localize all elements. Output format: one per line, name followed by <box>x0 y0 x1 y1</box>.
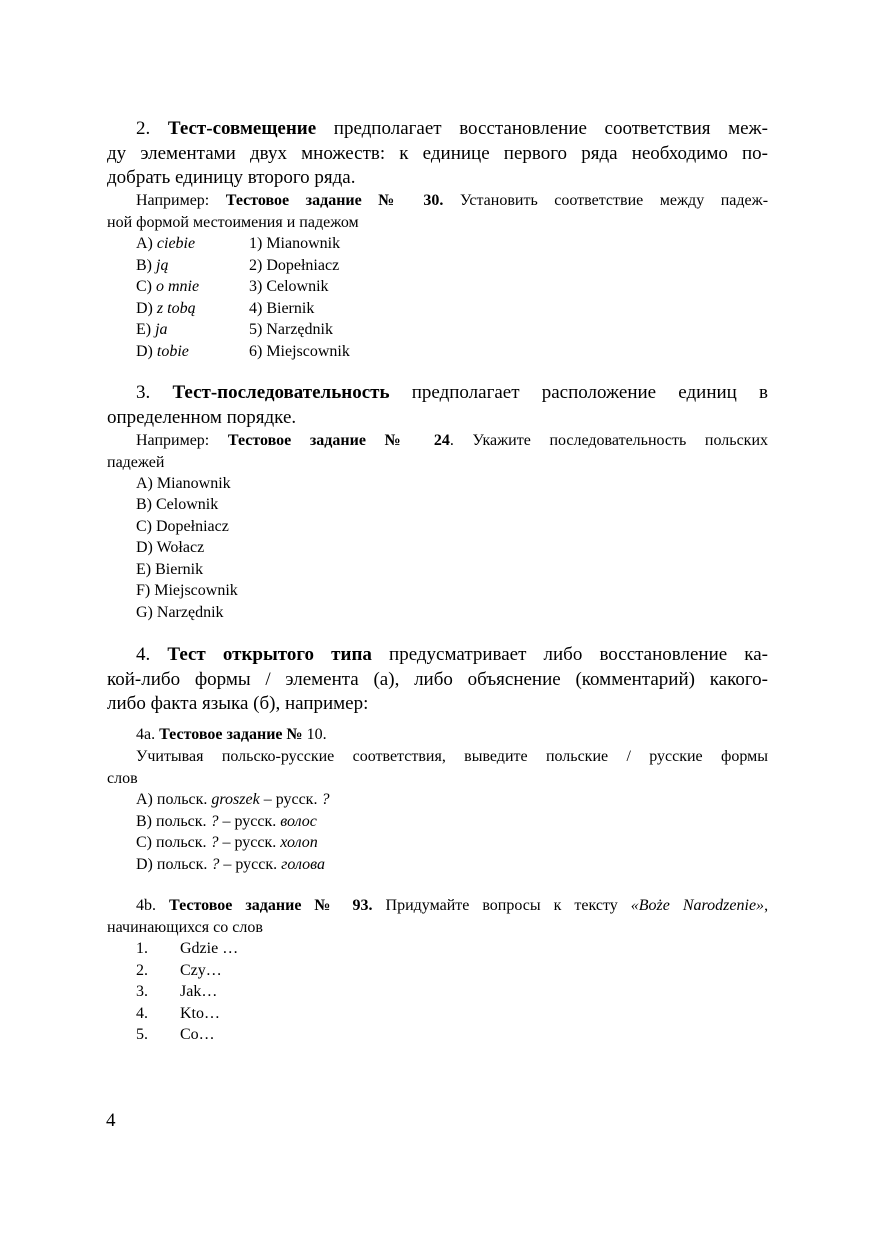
task-4a-heading: 4a. Тестовое задание № 10. <box>136 726 327 743</box>
list-item: C) польск. ? – русск. холоп <box>136 834 318 851</box>
section-2-example: Например: Тестовое задание № 30. Установить соответствие между падеж- ной формой местоимения и падежом <box>107 192 769 231</box>
list-item: D) z tobą <box>136 300 196 317</box>
list-item: C) Dopełniacz <box>136 518 229 535</box>
section-3-example: Например: Тестовое задание № 24. Укажите последовательность польских падежей <box>107 432 769 471</box>
list-item: F) Miejscownik <box>136 582 238 599</box>
list-item: 5) Narzędnik <box>249 321 333 338</box>
list-item: G) Narzędnik <box>136 604 224 621</box>
list-item: E) Biernik <box>136 561 204 578</box>
list-item: D) польск. ? – русск. голова <box>136 856 326 873</box>
term-sequence: Тест-последовательность <box>172 382 390 403</box>
task-4a-instruction: Учитывая польско-русские соответствия, выведите польские / русские формы слов <box>107 748 768 787</box>
list-item: 1) Mianownik <box>249 235 341 252</box>
list-item: Czy… <box>180 962 222 979</box>
list-item: 2) Dopełniacz <box>249 257 340 274</box>
list-item: Gdzie … <box>180 940 239 957</box>
list-item: A) Mianownik <box>136 475 231 492</box>
list-item: Jak… <box>180 983 218 1000</box>
term-open-type: Тест открытого типа <box>167 644 372 665</box>
section-4-paragraph: 4. Тест открытого типа предусматривает либо восстановление ка- кой-либо формы / элемента (а), либо объяснение (комментарий) какого- либо факта языка (б), например: <box>107 644 769 714</box>
page-number: 4 <box>106 1110 116 1131</box>
list-item: B) ją <box>136 257 169 274</box>
list-item: 4) Biernik <box>249 300 315 317</box>
list-item: A) польск. groszek – русск. ? <box>136 791 330 808</box>
section-3-paragraph: 3. Тест-последовательность предполагает расположение единиц в определенном порядке. <box>107 382 769 428</box>
list-item: B) польск. ? – русск. волос <box>136 813 317 830</box>
list-item: Kto… <box>180 1005 220 1022</box>
section-2-paragraph: 2. Тест-совмещение предполагает восстановление соответствия меж- ду элементами двух множеств: к единице первого ряда необходимо по- добрать единицу второго ряда. <box>107 118 769 188</box>
list-item-number: 2. <box>136 962 148 979</box>
term-matching: Тест-совмещение <box>167 118 317 139</box>
list-item: C) o mnie <box>136 278 200 295</box>
list-item-number: 5. <box>136 1026 148 1043</box>
list-item: D) tobie <box>136 343 189 360</box>
task-4b-paragraph: 4b. Тестовое задание № 93. Придумайте вопросы к тексту «Boże Narodzenie», начинающихся со слов <box>107 897 769 936</box>
list-item: 3) Celownik <box>249 278 329 295</box>
list-item-number: 4. <box>136 1005 148 1022</box>
list-item: E) ja <box>136 321 168 338</box>
list-item: B) Celownik <box>136 496 219 513</box>
list-item: A) ciebie <box>136 235 196 252</box>
list-item: Co… <box>180 1026 215 1043</box>
list-item: D) Wołacz <box>136 539 205 556</box>
list-item: 6) Miejscownik <box>249 343 350 360</box>
list-item-number: 1. <box>136 940 148 957</box>
list-item-number: 3. <box>136 983 148 1000</box>
